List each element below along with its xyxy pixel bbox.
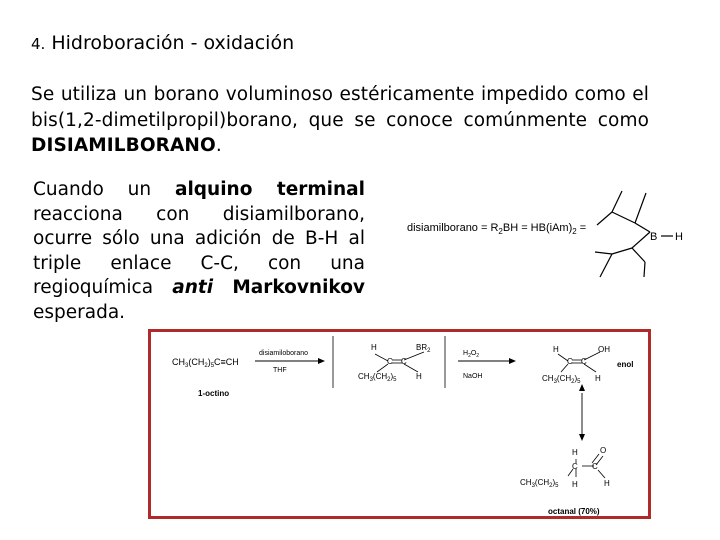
vinyl-chain: $CH_3(CH_2)_5$ — [358, 372, 397, 383]
detail-text-2: reacciona con disiamilborano, ocurre sólo una adición de B-H al triple enlace C-C, con una regioquímica — [33, 203, 365, 299]
alkyne-formula: $CH_3(CH_2)_5C\equiv CH$ — [172, 357, 239, 369]
enol-label: enol — [617, 360, 634, 369]
vinyl-c1: C — [387, 357, 393, 366]
alkyne-name: 1-octino — [198, 389, 230, 398]
vinyl-br2: $BR_2$ — [416, 343, 431, 354]
heading-number: 4. — [31, 35, 46, 53]
formula-sub-b: 2 — [572, 227, 577, 237]
detail-text-4: esperada. — [33, 301, 126, 323]
ald-chain: $CH_3(CH_2)_5$ — [520, 478, 559, 489]
vinyl-h2: H — [416, 372, 422, 381]
enol-c2: C — [581, 357, 587, 366]
detail-bold-1: alquino terminal — [174, 179, 365, 200]
tautomer-arrow-up — [579, 384, 585, 391]
tautomer-arrow-down — [579, 434, 585, 441]
ald-h3: H — [604, 479, 610, 488]
hydrogen-label: H — [675, 231, 683, 243]
ald-h2: H — [572, 480, 578, 489]
aldehyde-label: octanal (70%) — [548, 507, 600, 516]
formula-sub-a: 2 — [498, 227, 503, 237]
heading-title: Hidroboración - oxidación — [51, 32, 295, 54]
detail-text-1: Cuando un — [33, 179, 175, 200]
boron-label: B — [650, 231, 658, 243]
enol-oh: OH — [598, 345, 610, 354]
ald-c1: C — [572, 462, 578, 471]
formula-tail: = — [576, 222, 587, 234]
formula-lead: disiamilborano = R — [407, 222, 499, 234]
reagent-2-top: $H_2O_2$ — [463, 350, 480, 359]
reagent-2-bottom: NaOH — [463, 373, 483, 380]
formula-mid: BH = HB(iAm) — [502, 222, 573, 234]
enol-chain: $CH_3(CH_2)_5$ — [542, 374, 581, 385]
intro-bold-term: DISIAMILBORANO — [31, 135, 216, 157]
ald-h1: H — [572, 448, 578, 457]
enol-c1: C — [567, 357, 573, 366]
vinyl-c2: C — [401, 357, 407, 366]
detail-bold-2: Markovnikov — [232, 277, 365, 299]
intro-text: Se utiliza un borano voluminoso estéricamente impedido como el bis(1,2-dimetilpropil)borano, que se conoce comúnmente como — [31, 84, 649, 131]
ald-o: O — [600, 446, 607, 455]
arrow-1 — [318, 358, 325, 364]
vinyl-h1: H — [371, 343, 377, 352]
enol-h1: H — [553, 345, 559, 354]
arrow-2 — [509, 358, 516, 364]
ald-c2: C — [592, 462, 598, 471]
detail-bold-italic: anti — [172, 277, 214, 299]
intro-end: . — [215, 135, 222, 157]
enol-h2: H — [595, 374, 601, 383]
reagent-1-top: disiamiloborano — [259, 350, 309, 357]
reagent-1-bottom: THF — [273, 367, 287, 374]
